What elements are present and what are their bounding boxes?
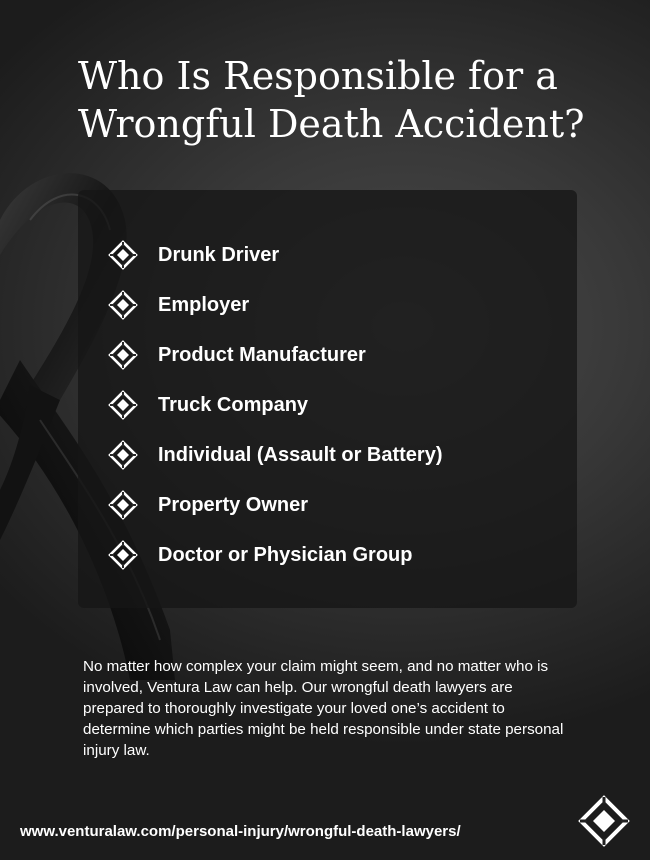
list-item bbox=[108, 330, 443, 380]
diamond-bullet-icon bbox=[108, 240, 138, 270]
title-line-1: Who Is Responsible for a bbox=[78, 54, 558, 98]
ventura-law-logo-icon bbox=[578, 795, 630, 847]
diamond-bullet-icon bbox=[108, 390, 138, 420]
diamond-bullet-icon bbox=[108, 290, 138, 320]
list-item bbox=[108, 480, 443, 530]
diamond-bullet-icon bbox=[108, 540, 138, 570]
list-item-label: Individual (Assault or Battery) bbox=[158, 443, 443, 466]
list-item bbox=[108, 430, 443, 480]
website-url-link[interactable]: www.venturalaw.com/personal-injury/wrongful-death-lawyers/ bbox=[20, 823, 461, 840]
list-item bbox=[108, 380, 443, 430]
diamond-bullet-icon bbox=[108, 340, 138, 370]
page-title bbox=[78, 52, 618, 148]
list-item-label: Doctor or Physician Group bbox=[158, 543, 413, 566]
list-item bbox=[108, 530, 443, 580]
list-item bbox=[108, 230, 443, 280]
responsible-parties-list bbox=[108, 230, 443, 580]
list-item-label: Product Manufacturer bbox=[158, 343, 366, 366]
list-item-label: Truck Company bbox=[158, 393, 309, 416]
diamond-bullet-icon bbox=[108, 490, 138, 520]
list-item-label: Property Owner bbox=[158, 493, 309, 516]
title-line-2: Wrongful Death Accident? bbox=[78, 102, 585, 146]
list-item bbox=[108, 280, 443, 330]
description-paragraph: No matter how complex your claim might seem, and no matter who is involved, Ventura Law can help. Our wrongful death lawyers are prepared to thoroughly investigate your loved one’s accident to determine which parties might be held responsible under state personal injury law. bbox=[83, 658, 564, 759]
list-item-label: Employer bbox=[158, 293, 250, 316]
list-item-label: Drunk Driver bbox=[158, 243, 280, 266]
diamond-bullet-icon bbox=[108, 440, 138, 470]
